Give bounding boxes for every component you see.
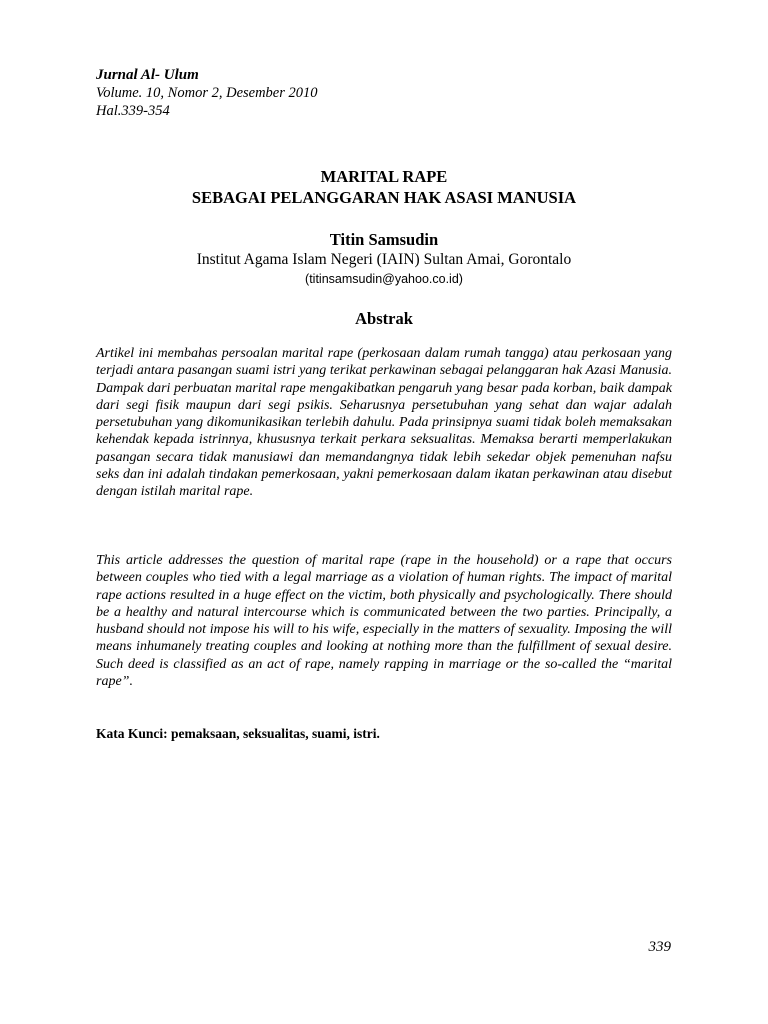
author-affiliation: Institut Agama Islam Negeri (IAIN) Sultan Amai, Gorontalo [196,251,572,268]
journal-name: Jurnal Al- Ulum [96,67,199,83]
author-name: Titin Samsudin [329,230,439,249]
abstract-heading: Abstrak [355,309,413,328]
journal-volume: Volume. 10, Nomor 2, Desember 2010 [96,85,318,101]
abstract-english: This article addresses the question of marital rape (rape in the household) or a rape that occurs between couples who tied with a legal marriage as a violation of human rights. The impact of marital rape actions resulted in a huge effect on the victim, both physically and psychologically. There should be a healthy and natural intercourse which is communicated between the two parties. Principally, a husband should not impose his will to his wife, especially in the matters of sexuality. Imposing the will means inhumanely treating couples and looking at nothing more than the fulfillment of sexual desire. Such deed is classified as an act of rape, namely rapping in marriage or the so-called the “marital rape”. [96,553,672,690]
journal-pages: Hal.339-354 [96,103,170,119]
title-line-1: MARITAL RAPE [320,167,448,186]
journal-header [96,66,318,120]
keywords: Kata Kunci: pemaksaan, seksualitas, suami, istri. [96,726,380,741]
article-title [0,166,768,208]
author-block [0,229,768,288]
page-number: 339 [648,939,671,955]
abstract-indonesian: Artikel ini membahas persoalan marital rape (perkosaan dalam rumah tangga) atau perkosaan yang terjadi antara pasangan suami istri yang terikat perkawinan sebagai pelanggaran hak Azasi Manusia. Dampak dari perbuatan marital rape mengakibatkan pengaruh yang besar pada korban, baik dampak dari segi fisik maupun dari segi psikis. Seharusnya persetubuhan yang sehat dan wajar adalah persetubuhan yang dikomunikasikan terlebih dahulu. Pada prinsipnya suami tidak boleh memaksakan kehendak kepada istrinnya, khususnya terkait perkara seksualitas. Memaksa berarti memperlakukan pasangan secara tidak manusiawi dan memandangnya tidak lebih sekedar objek pemenuhan nafsu seks dan ini adalah tindakan pemerkosaan, yakni pemerkosaan dalam ikatan perkawinan atau disebut dengan istilah marital rape. [96,346,672,500]
author-email: (titinsamsudin@yahoo.co.id) [305,272,463,286]
title-line-2: SEBAGAI PELANGGARAN HAK ASASI MANUSIA [191,188,577,207]
